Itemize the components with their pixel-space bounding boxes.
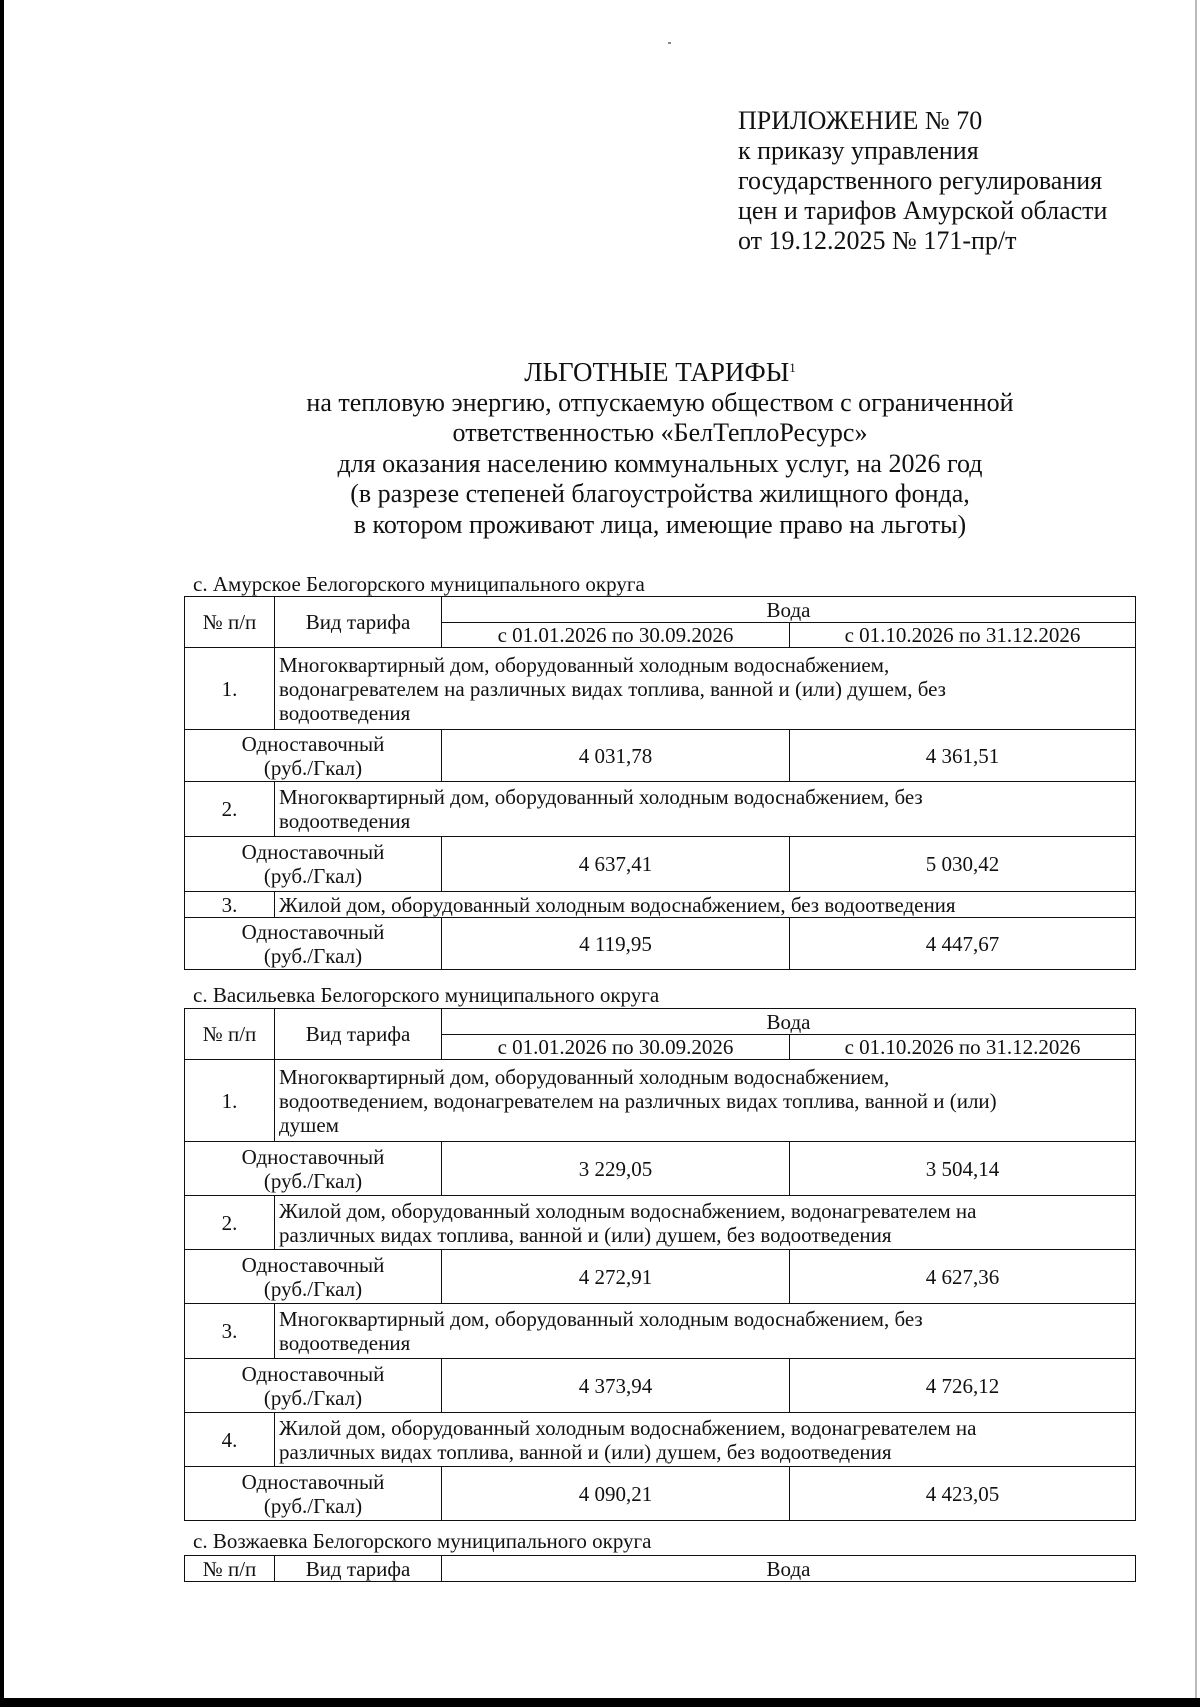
header-period-1: с 01.01.2026 по 30.09.2026: [442, 623, 790, 648]
tariff-label: Одноставочный: [241, 840, 385, 864]
description-line: Многоквартирный дом, оборудованный холодным водоснабжением, без: [279, 785, 923, 809]
locality-heading: с. Возжаевка Белогорского муниципального округа: [193, 1529, 652, 1553]
tariff-value-period-2: 4 447,67: [790, 918, 1136, 970]
scan-edge-right: [1195, 0, 1197, 1707]
description-line: Жилой дом, оборудованный холодным водоснабжением, без водоотведения: [279, 892, 956, 917]
row-number: 4.: [185, 1413, 275, 1467]
tariff-value-period-2: 5 030,42: [790, 837, 1136, 892]
tariff-value-period-1: 4 272,91: [442, 1250, 790, 1304]
tariff-type-cell: [185, 1142, 442, 1196]
header-tariff-type: Вид тарифа: [275, 597, 442, 648]
appendix-line: цен и тарифов Амурской области: [738, 196, 1108, 225]
description-line: Многоквартирный дом, оборудованный холодным водоснабжением,: [279, 1064, 890, 1089]
footnote-mark: 1: [789, 360, 796, 375]
tariff-label: Одноставочный: [241, 731, 385, 756]
description-line: Многоквартирный дом, оборудованный холодным водоснабжением,: [279, 652, 890, 677]
description-line: водонагревателем на различных видах топлива, ванной и (или) душем, без: [279, 676, 946, 701]
description-line: водоотведения: [279, 1331, 411, 1355]
description-line: душем: [279, 1112, 339, 1137]
header-water: Вода: [442, 1556, 1136, 1582]
tariff-table: [184, 596, 1136, 970]
header-tariff-type: Вид тарифа: [275, 1009, 442, 1060]
title-line: на тепловую энергию, отпускаемую обществом с ограниченной: [306, 387, 1014, 417]
title-line: для оказания населению коммунальных услуг, на 2026 год: [337, 448, 983, 478]
tariff-unit: (руб./Гкал): [263, 1493, 363, 1518]
header-period-2: с 01.10.2026 по 31.12.2026: [790, 623, 1136, 648]
header-number: № п/п: [185, 1009, 275, 1060]
tariff-type-cell: [185, 730, 442, 782]
tariff-value-period-1: 4 031,78: [442, 730, 790, 782]
row-description: [275, 1060, 1136, 1142]
tariff-unit: (руб./Гкал): [263, 755, 363, 780]
tariff-value-period-1: 4 119,95: [442, 918, 790, 970]
description-line: различных видах топлива, ванной и (или) душем, без водоотведения: [279, 1439, 892, 1464]
row-description: [275, 1413, 1136, 1467]
header-tariff-type: Вид тарифа: [275, 1556, 442, 1582]
scan-edge-left: [0, 0, 4, 1707]
appendix-line: к приказу управления: [738, 136, 979, 165]
row-description: [275, 648, 1136, 730]
tariff-value-period-2: 3 504,14: [790, 1142, 1136, 1196]
description-line: Жилой дом, оборудованный холодным водоснабжением, водонагревателем на: [279, 1415, 977, 1440]
document-title: [180, 357, 1140, 540]
tariff-label: Одноставочный: [241, 1361, 385, 1386]
tariff-unit: (руб./Гкал): [263, 1385, 363, 1410]
tariff-value-period-1: 4 090,21: [442, 1467, 790, 1521]
tariff-value-period-1: 3 229,05: [442, 1142, 790, 1196]
tariff-unit: (руб./Гкал): [263, 1276, 363, 1301]
scan-speck: [668, 42, 671, 44]
tariff-value-period-2: 4 361,51: [790, 730, 1136, 782]
header-number: № п/п: [185, 1556, 275, 1582]
tariff-value-period-2: 4 627,36: [790, 1250, 1136, 1304]
appendix-line: ПРИЛОЖЕНИЕ № 70: [738, 106, 983, 135]
scan-edge-bottom: [0, 1698, 1200, 1707]
tariff-value-period-2: 4 726,12: [790, 1359, 1136, 1413]
row-description: [275, 1304, 1136, 1359]
appendix-line: от 19.12.2025 № 171-пр/т: [738, 226, 1017, 255]
tariff-type-cell: [185, 1250, 442, 1304]
appendix-line: государственного регулирования: [738, 166, 1103, 195]
description-line: водоотведения: [279, 700, 411, 725]
description-line: водоотведения: [279, 809, 411, 833]
row-number: 3.: [185, 1304, 275, 1359]
row-description: [275, 1196, 1136, 1250]
tariff-unit: (руб./Гкал): [263, 1168, 363, 1193]
tariff-value-period-1: 4 373,94: [442, 1359, 790, 1413]
tariff-table: [184, 1555, 1136, 1582]
tariff-unit: (руб./Гкал): [263, 943, 363, 968]
row-number: 3.: [185, 892, 275, 918]
description-line: Жилой дом, оборудованный холодным водоснабжением, водонагревателем на: [279, 1198, 977, 1223]
header-water: Вода: [442, 597, 1136, 623]
description-line: водоотведением, водонагревателем на различных видах топлива, ванной и (или): [279, 1088, 997, 1113]
description-line: различных видах топлива, ванной и (или) душем, без водоотведения: [279, 1222, 892, 1247]
header-water: Вода: [442, 1009, 1136, 1035]
locality-heading: с. Амурское Белогорского муниципального округа: [193, 572, 645, 596]
header-period-1: с 01.01.2026 по 30.09.2026: [442, 1035, 790, 1060]
locality-heading: с. Васильевка Белогорского муниципального округа: [193, 983, 660, 1007]
header-number: № п/п: [185, 597, 275, 648]
tariff-table: [184, 1008, 1136, 1521]
tariff-type-cell: [185, 1467, 442, 1521]
title-line: (в разрезе степеней благоустройства жилищного фонда,: [350, 479, 970, 508]
tariff-label: Одноставочный: [241, 1252, 385, 1277]
title-main: [180, 357, 1140, 388]
title-main-text: ЛЬГОТНЫЕ ТАРИФЫ: [524, 357, 790, 387]
tariff-label: Одноставочный: [241, 1144, 385, 1169]
title-line: в котором проживают лица, имеющие право на льготы): [353, 509, 967, 539]
row-description: [275, 892, 1136, 918]
title-line: ответственностью «БелТеплоРесурс»: [452, 418, 868, 447]
row-description: [275, 782, 1136, 837]
row-number: 1.: [185, 1060, 275, 1142]
tariff-label: Одноставочный: [241, 919, 385, 944]
tariff-value-period-1: 4 637,41: [442, 837, 790, 892]
tariff-type-cell: [185, 918, 442, 970]
tariff-unit: (руб./Гкал): [263, 864, 363, 888]
header-period-2: с 01.10.2026 по 31.12.2026: [790, 1035, 1136, 1060]
appendix-header: [738, 106, 1107, 256]
tariff-value-period-2: 4 423,05: [790, 1467, 1136, 1521]
tariff-type-cell: [185, 837, 442, 892]
row-number: 1.: [185, 648, 275, 730]
row-number: 2.: [185, 1196, 275, 1250]
description-line: Многоквартирный дом, оборудованный холодным водоснабжением, без: [279, 1307, 923, 1331]
tariff-label: Одноставочный: [241, 1469, 385, 1494]
tariff-type-cell: [185, 1359, 442, 1413]
row-number: 2.: [185, 782, 275, 837]
